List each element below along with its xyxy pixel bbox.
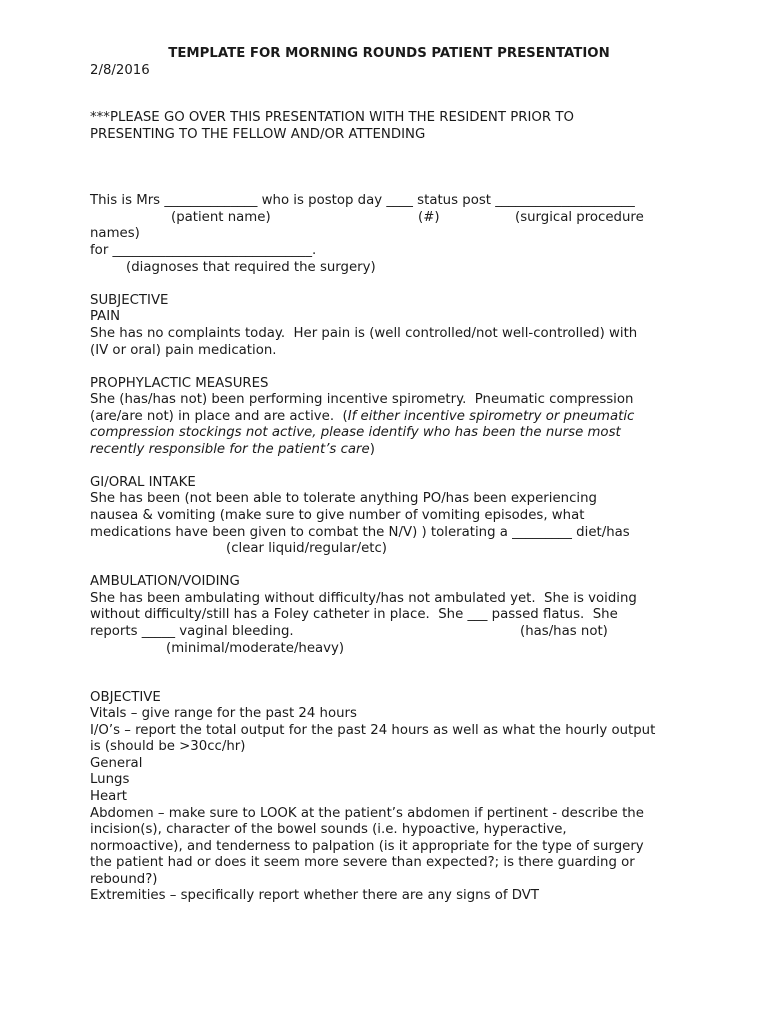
pain-text-line: (IV or oral) pain medication.: [90, 343, 277, 358]
prophylactic-italic-note: compression stockings not active, please identify who has been the nurse most: [90, 425, 621, 440]
objective-line: I/O’s – report the total output for the past 24 hours as well as what the hourly output: [90, 723, 656, 738]
objective-line: the patient had or does it seem more severe than expected?; is there guarding or: [90, 855, 635, 870]
hint-patient-name: (patient name): [171, 210, 271, 225]
objective-line: Extremities – specifically report whether there are any signs of DVT: [90, 888, 540, 903]
hint-surgical-procedure: (surgical procedure: [515, 210, 644, 225]
objective-line: normoactive), and tenderness to palpation (is it appropriate for the type of surgery: [90, 839, 644, 854]
gi-text-line: She has been (not been able to tolerate anything PO/has been experiencing: [90, 491, 597, 506]
gi-text-line: nausea & vomiting (make sure to give number of vomiting episodes, what: [90, 508, 585, 523]
prophylactic-text-line: She (has/has not) been performing incentive spirometry. Pneumatic compression: [90, 392, 634, 407]
objective-line: Vitals – give range for the past 24 hours: [90, 706, 357, 721]
hint-diet: (clear liquid/regular/etc): [226, 541, 387, 556]
prophylactic-italic-note: If either incentive spirometry or pneumatic: [347, 409, 635, 424]
objective-line: General: [90, 756, 143, 771]
prophylactic-text-line: [90, 408, 634, 425]
pain-heading: PAIN: [90, 309, 121, 324]
intro-for-line: for ______________________________.: [90, 243, 317, 258]
hint-flatus: (has/has not): [520, 624, 608, 639]
objective-line: Lungs: [90, 772, 130, 787]
hint-postop-day: (#): [418, 210, 440, 225]
prophylactic-text: (are/are not) in place and are active. (: [90, 409, 348, 424]
pain-text-line: She has no complaints today. Her pain is (well controlled/not well-controlled) with: [90, 326, 638, 341]
prophylactic-heading: PROPHYLACTIC MEASURES: [90, 376, 269, 391]
hint-diagnoses: (diagnoses that required the surgery): [126, 260, 376, 275]
subjective-heading: SUBJECTIVE: [90, 293, 169, 308]
prophylactic-italic-note: recently responsible for the patient’s care: [90, 442, 370, 457]
notice-line: PRESENTING TO THE FELLOW AND/OR ATTENDING: [90, 127, 426, 142]
objective-line: is (should be >30cc/hr): [90, 739, 246, 754]
objective-line: incision(s), character of the bowel sounds (i.e. hypoactive, hyperactive,: [90, 822, 567, 837]
document-title: TEMPLATE FOR MORNING ROUNDS PATIENT PRESENTATION: [168, 46, 610, 61]
document-date: 2/8/2016: [90, 63, 150, 78]
notice-line: ***PLEASE GO OVER THIS PRESENTATION WITH THE RESIDENT PRIOR TO: [90, 110, 574, 125]
hint-bleeding: (minimal/moderate/heavy): [166, 641, 345, 656]
ambulation-heading: AMBULATION/VOIDING: [90, 574, 240, 589]
objective-line: Abdomen – make sure to LOOK at the patient’s abdomen if pertinent - describe the: [90, 806, 644, 821]
objective-line: rebound?): [90, 872, 158, 887]
prophylactic-text-line: [90, 441, 375, 458]
ambulation-text-line: without difficulty/still has a Foley catheter in place. She ___ passed flatus. She: [90, 607, 618, 622]
ambulation-text-line: reports _____ vaginal bleeding.: [90, 624, 294, 639]
ambulation-text-line: She has been ambulating without difficulty/has not ambulated yet. She is voiding: [90, 591, 637, 606]
hint-surgical-procedure-cont: names): [90, 226, 140, 241]
gi-heading: GI/ORAL INTAKE: [90, 475, 196, 490]
prophylactic-text: ): [369, 442, 375, 457]
intro-line: This is Mrs ______________ who is postop day ____ status post _____________________: [90, 193, 635, 208]
objective-line: Heart: [90, 789, 128, 804]
objective-heading: OBJECTIVE: [90, 690, 161, 705]
gi-text-line: medications have been given to combat the N/V) ) tolerating a _________ diet/has: [90, 525, 630, 540]
